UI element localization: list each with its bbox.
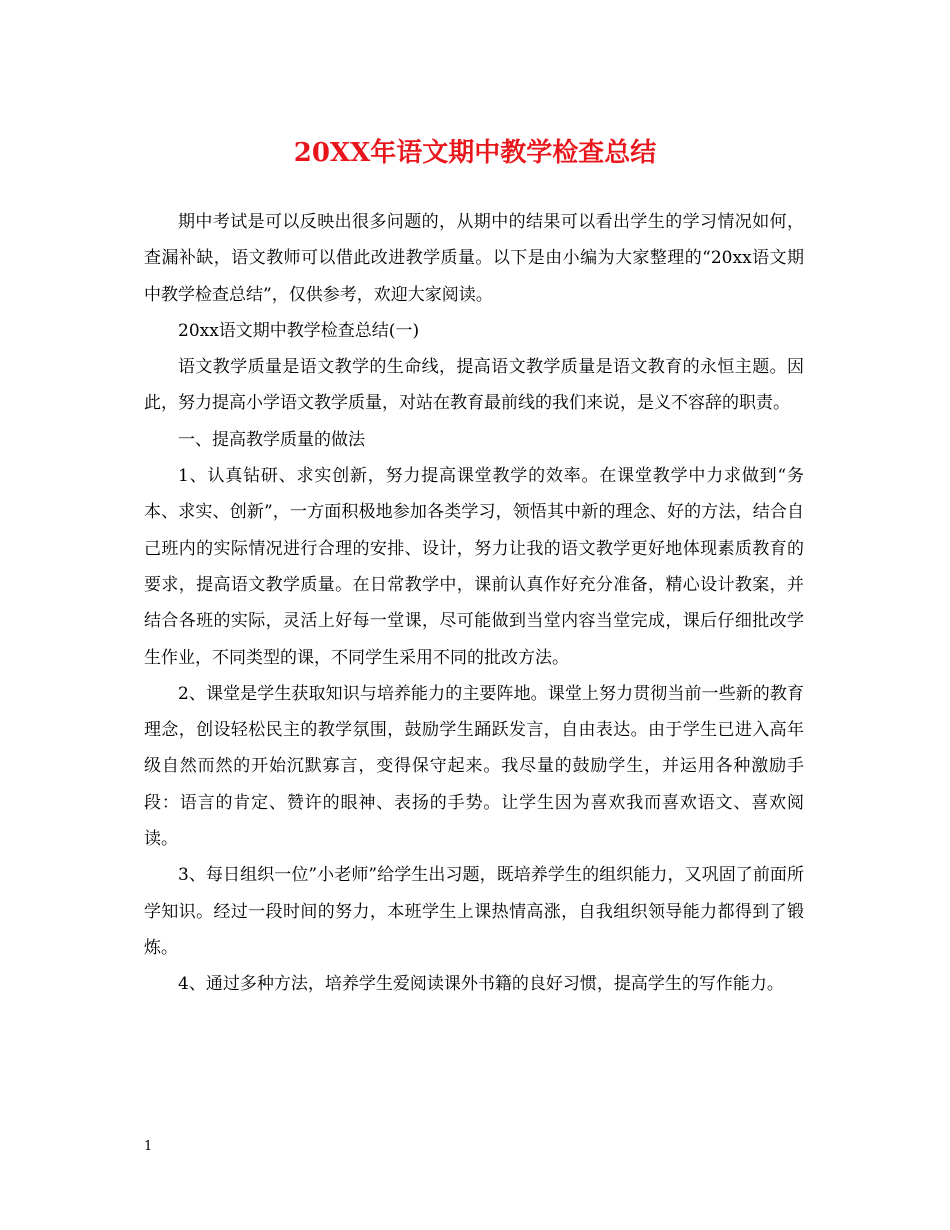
section-heading: 20xx语文期中教学检查总结(一) <box>178 320 420 341</box>
document-body <box>144 204 804 1003</box>
document-title: 20XX年语文期中教学检查总结 <box>293 138 657 168</box>
body-paragraph: 语文教学质量是语文教学的生命线，提高语文教学质量是语文教育的永恒主题。因此，努力提高小学语文教学质量，对站在教育最前线的我们来说，是义不容辞的职责。 <box>144 357 804 414</box>
body-paragraph: 3、每日组织一位”小老师”给学生出习题，既培养学生的组织能力，又巩固了前面所学知识。经过一段时间的努力，本班学生上课热情高涨，自我组织领导能力都得到了锻炼。 <box>144 865 804 958</box>
body-paragraph: 2、课堂是学生获取知识与培养能力的主要阵地。课堂上努力贯彻当前一些新的教育理念，创设轻松民主的教学氛围，鼓励学生踊跃发言，自由表达。由于学生已进入高年级自然而然的开始沉默寡言，变得保守起来。我尽量的鼓励学生，并运用各种激励手段：语言的肯定、赞许的眼神、表扬的手势。让学生因为喜欢我而喜欢语文、喜欢阅读。 <box>144 683 804 850</box>
page-number: 1 <box>144 1139 153 1154</box>
subsection-heading: 一、提高教学质量的做法 <box>178 429 365 450</box>
body-paragraph: 1、认真钻研、求实创新，努力提高课堂教学的效率。在课堂教学中力求做到“务本、求实、创新”，一方面积极地参加各类学习，领悟其中新的理念、好的方法，结合自己班内的实际情况进行合理的安排、设计，努力让我的语文教学更好地体现素质教育的要求，提高语文教学质量。在日常教学中，课前认真作好充分准备，精心设计教案，并结合各班的实际，灵活上好每一堂课，尽可能做到当堂内容当堂完成，课后仔细批改学生作业，不同类型的课，不同学生采用不同的批改方法。 <box>144 466 804 668</box>
intro-paragraph: 期中考试是可以反映出很多问题的，从期中的结果可以看出学生的学习情况如何，查漏补缺，语文教师可以借此改进教学质量。以下是由小编为大家整理的“20xx语文期中教学检查总结”，仅供参考，欢迎大家阅读。 <box>144 212 804 305</box>
body-paragraph: 4、通过多种方法，培养学生爱阅读课外书籍的良好习惯，提高学生的写作能力。 <box>178 974 784 995</box>
